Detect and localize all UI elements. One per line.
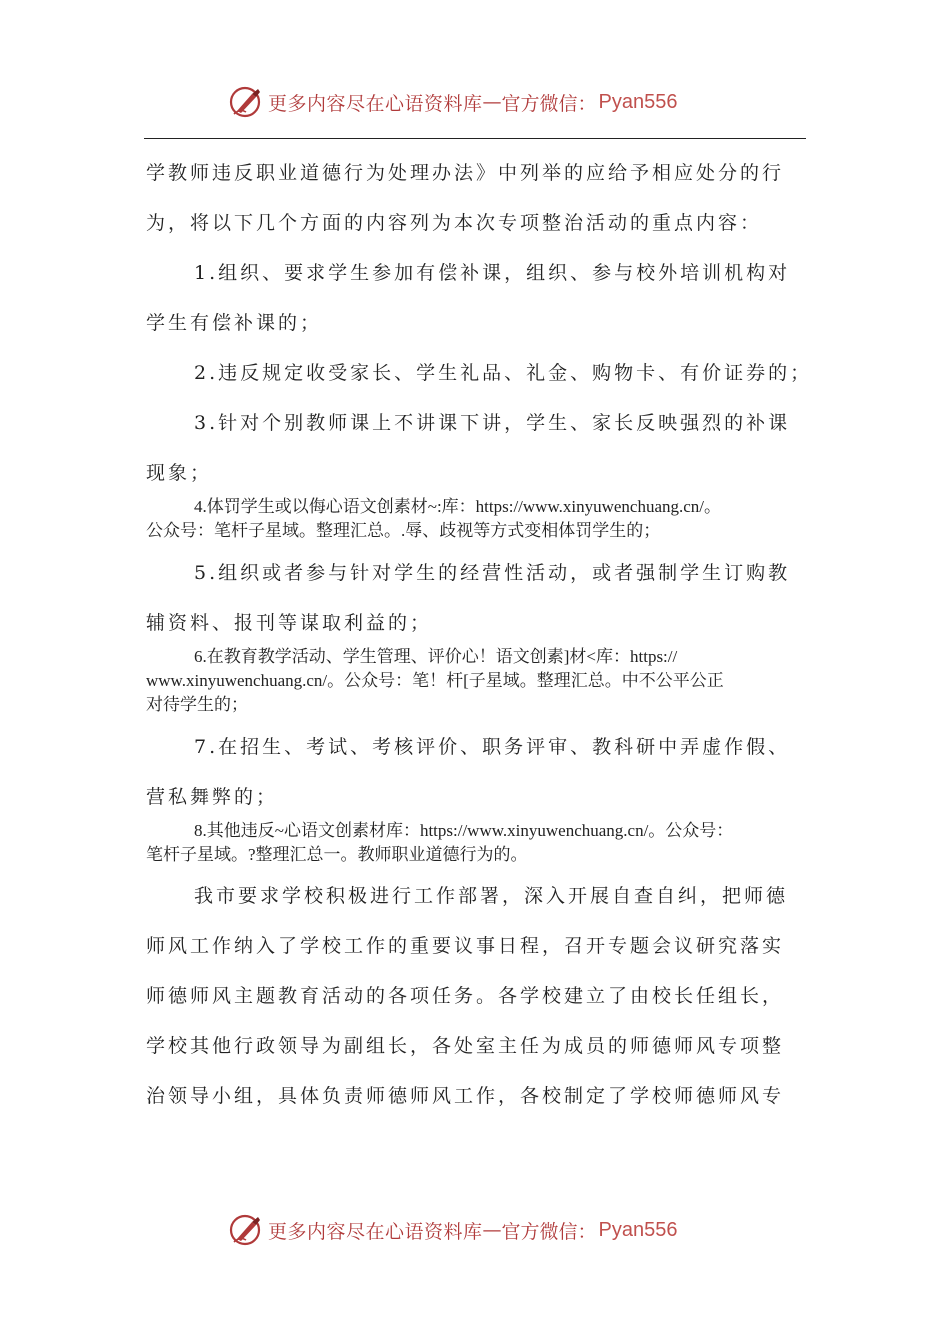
list-item-3: 3.针对个别教师课上不讲课下讲，学生、家长反映强烈的补课 bbox=[194, 412, 791, 434]
list-item-4-line2: 公众号：笔杆子星域。整理汇总。.辱、歧视等方式变相体罚学生的； bbox=[146, 521, 661, 540]
list-item-4-line1: 4.体罚学生或以侮心语文创素材~:库：https://www.xinyuwenchuang.cn/。 bbox=[194, 497, 722, 516]
list-item-8-line2: 笔杆子星域。?整理汇总一。教师职业道德行为的。 bbox=[146, 845, 528, 864]
list-item-8-line1: 8.其他违反~心语文创素材库：https://www.xinyuwenchuang.cn/。公众号： bbox=[194, 821, 734, 840]
banner-dash: — bbox=[482, 91, 502, 113]
paragraph-line: 学校其他行政领导为副组长，各处室主任为成员的师德师风专项整 bbox=[146, 1035, 785, 1057]
banner-wechat-id: Pyan556 bbox=[598, 1218, 678, 1241]
paragraph-line: 师德师风主题教育活动的各项任务。各学校建立了由校长任组长， bbox=[146, 985, 785, 1007]
list-item-5: 5.组织或者参与针对学生的经营性活动，或者强制学生订购教 bbox=[194, 562, 791, 584]
text-line: 辅资料、报刊等谋取利益的； bbox=[146, 612, 433, 634]
banner-sub-text: 官方微信： bbox=[501, 1220, 597, 1243]
paragraph-line: 我市要求学校积极进行工作部署，深入开展自查自纠，把师德 bbox=[194, 885, 789, 907]
banner-main-text: 更多内容尽在心语资料库 bbox=[268, 92, 483, 115]
text-line: 营私舞弊的； bbox=[146, 786, 279, 808]
banner-sub-text: 官方微信： bbox=[501, 92, 597, 115]
list-item-6-line1: 6.在教育教学活动、学生管理、评价心！语文创素]材<库：https:// bbox=[194, 647, 678, 666]
text-line: 现象； bbox=[146, 462, 213, 484]
paragraph-line: 治领导小组，具体负责师德师风工作，各校制定了学校师德师风专 bbox=[146, 1085, 785, 1107]
banner-dash: — bbox=[482, 1219, 502, 1241]
pen-logo-icon bbox=[228, 84, 264, 120]
banner-wechat-id: Pyan556 bbox=[598, 90, 678, 113]
list-item-8 bbox=[146, 819, 811, 867]
text-line: 学生有偿补课的； bbox=[146, 312, 323, 334]
footer-banner bbox=[0, 1210, 950, 1250]
pen-logo-icon bbox=[228, 1212, 264, 1248]
list-item-1: 1.组织、要求学生参加有偿补课，组织、参与校外培训机构对 bbox=[194, 262, 791, 284]
list-item-6-line3: 对待学生的； bbox=[146, 695, 248, 714]
list-item-6-line2: www.xinyuwenchuang.cn/。公众号：笔！杆[子星域。整理汇总。中不公平公正 bbox=[146, 671, 724, 690]
header-banner bbox=[0, 82, 950, 122]
text-line: 为，将以下几个方面的内容列为本次专项整治活动的重点内容： bbox=[146, 212, 763, 234]
list-item-7: 7.在招生、考试、考核评价、职务评审、教科研中弄虚作假、 bbox=[194, 736, 791, 758]
paragraph-line: 师风工作纳入了学校工作的重要议事日程，召开专题会议研究落实 bbox=[146, 935, 785, 957]
list-item-2: 2.违反规定收受家长、学生礼品、礼金、购物卡、有价证券的； bbox=[194, 362, 813, 384]
text-line: 学教师违反职业道德行为处理办法》中列举的应给予相应处分的行 bbox=[146, 162, 785, 184]
list-item-6 bbox=[146, 645, 811, 717]
banner-main-text: 更多内容尽在心语资料库 bbox=[268, 1220, 483, 1243]
list-item-4 bbox=[146, 495, 811, 543]
header-divider bbox=[144, 138, 806, 139]
